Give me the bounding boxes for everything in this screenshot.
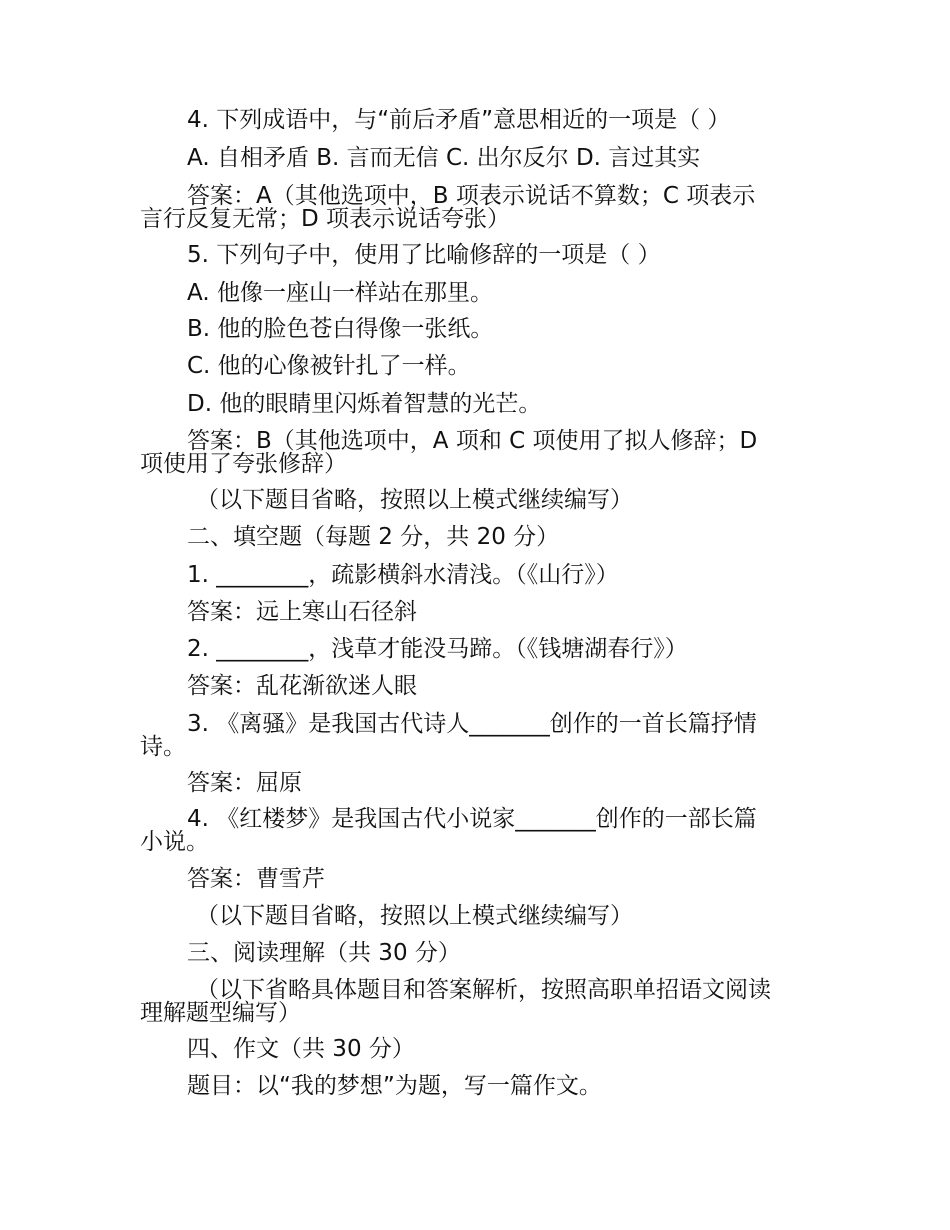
fill-in-4: 4. 《红楼梦》是我国古代小说家_______创作的一部长篇 <box>187 806 757 832</box>
fill-in-4-answer: 答案：曹雪芹 <box>187 866 325 892</box>
fill-in-3-answer: 答案：屈原 <box>187 770 302 796</box>
question-4-stem: 4. 下列成语中，与“前后矛盾”意思相近的一项是（ ） <box>187 107 731 133</box>
question-5-answer: 答案：B（其他选项中，A 项和 C 项使用了拟人修辞；D <box>187 428 758 454</box>
fill-in-2: 2. ________，浅草才能没马蹄。（《钱塘湖春行》） <box>187 636 688 662</box>
essay-prompt: 题目：以“我的梦想”为题，写一篇作文。 <box>187 1073 602 1099</box>
question-5-answer-cont: 项使用了夸张修辞） <box>140 451 347 477</box>
question-5-option-d: D. 他的眼睛里闪烁着智慧的光芒。 <box>187 391 542 417</box>
fill-in-4-cont: 小说。 <box>140 829 209 855</box>
question-5-option-b: B. 他的脸色苍白得像一张纸。 <box>187 316 494 342</box>
question-4-options: A. 自相矛盾 B. 言而无信 C. 出尔反尔 D. 言过其实 <box>187 145 701 171</box>
question-5-option-a: A. 他像一座山一样站在那里。 <box>187 280 493 306</box>
reading-note-cont: 理解题型编写） <box>140 1000 301 1026</box>
section-heading-essay: 四、作文（共 30 分） <box>187 1036 415 1062</box>
omission-note-2: （以下题目省略，按照以上模式继续编写） <box>196 903 633 929</box>
fill-in-1-answer: 答案：远上寒山石径斜 <box>187 599 417 625</box>
question-4-answer-cont: 言行反复无常；D 项表示说话夸张） <box>140 206 511 232</box>
section-heading-fill-in: 二、填空题（每题 2 分，共 20 分） <box>187 524 560 550</box>
question-5-stem: 5. 下列句子中，使用了比喻修辞的一项是（ ） <box>187 242 661 268</box>
reading-note: （以下省略具体题目和答案解析，按照高职单招语文阅读 <box>196 977 771 1003</box>
fill-in-2-answer: 答案：乱花渐欲迷人眼 <box>187 673 417 699</box>
omission-note-1: （以下题目省略，按照以上模式继续编写） <box>196 487 633 513</box>
fill-in-1: 1. ________，疏影横斜水清浅。（《山行》） <box>187 562 619 588</box>
fill-in-3-cont: 诗。 <box>140 734 186 760</box>
question-4-answer: 答案：A（其他选项中，B 项表示说话不算数；C 项表示 <box>187 183 756 209</box>
section-heading-reading: 三、阅读理解（共 30 分） <box>187 940 461 966</box>
fill-in-3: 3. 《离骚》是我国古代诗人_______创作的一首长篇抒情 <box>187 711 757 737</box>
question-5-option-c: C. 他的心像被针扎了一样。 <box>187 353 471 379</box>
